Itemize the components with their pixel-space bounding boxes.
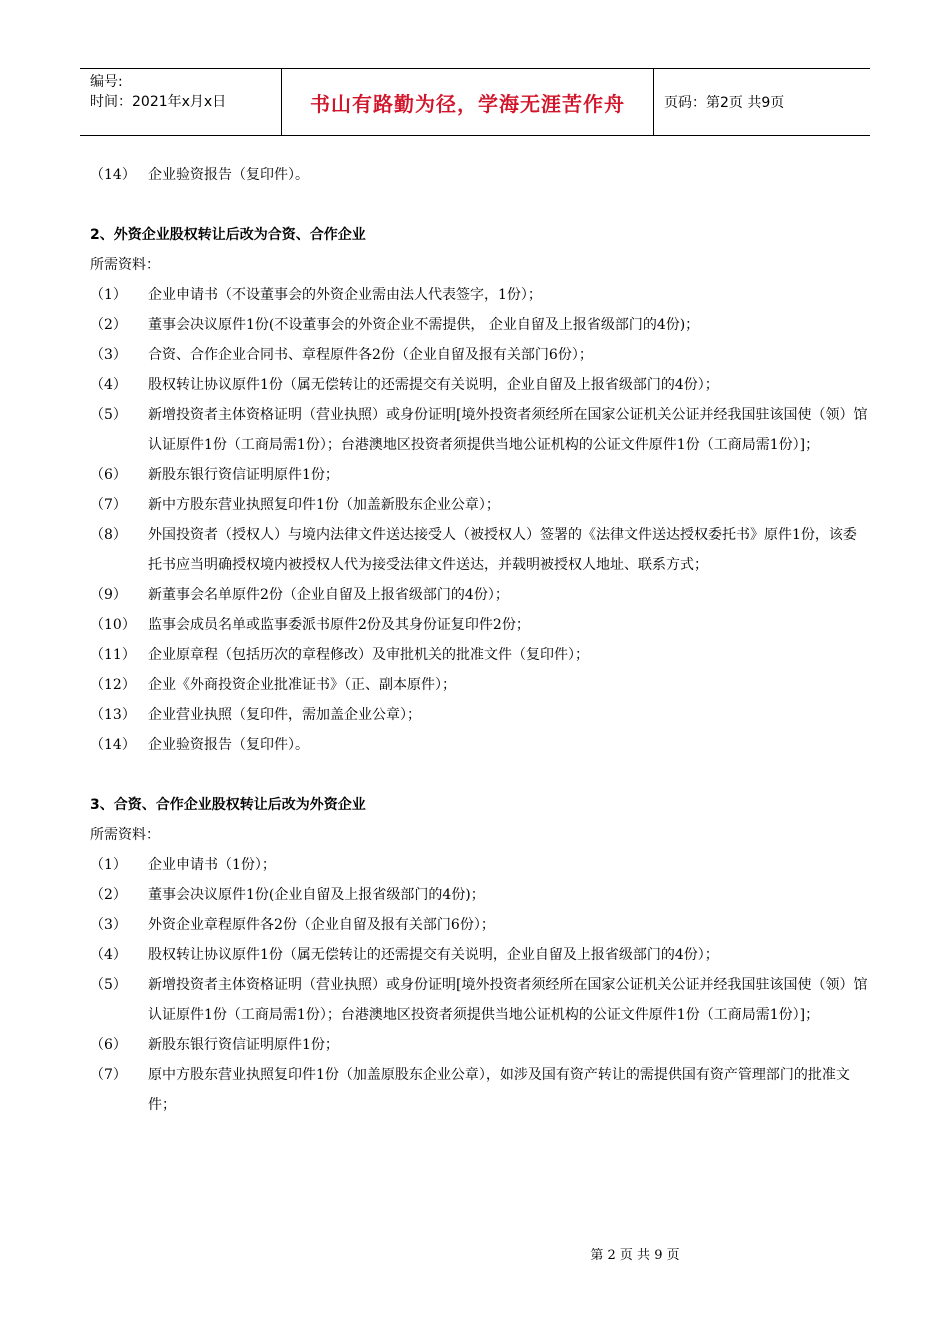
list-item xyxy=(90,910,870,940)
item-text: 企业原章程（包括历次的章程修改）及审批机关的批准文件（复印件）； xyxy=(148,647,589,663)
item-text: 新增投资者主体资格证明（营业执照）或身份证明[境外投资者须经所在国家公证机关公证并经我国驻该国使（领）馆认证原件1份（工商局需1份）；台港澳地区投资者须提供当地公证机构的公证文件原件1份（工商局需1份）]； xyxy=(148,407,868,453)
item-number: （3） xyxy=(90,347,127,363)
page-header xyxy=(80,68,870,136)
list-item xyxy=(90,1060,870,1120)
item-text: 原中方股东营业执照复印件1份（加盖原股东企业公章），如涉及国有资产转让的需提供国有资产管理部门的批准文件； xyxy=(148,1067,850,1113)
item-text: 企业验资报告（复印件）。 xyxy=(148,737,309,753)
section-title: 3、合资、合作企业股权转让后改为外资企业 xyxy=(90,797,366,813)
item-number: （11） xyxy=(90,647,136,663)
section-label: 所需资料： xyxy=(90,827,160,843)
item-number: （14） xyxy=(90,737,136,753)
item-number: （1） xyxy=(90,287,127,303)
item-number: （3） xyxy=(90,917,127,933)
list-item xyxy=(90,580,870,610)
header-meta xyxy=(80,69,282,135)
item-number: （6） xyxy=(90,467,127,483)
doc-date: 时间：2021年x月x日 xyxy=(90,94,227,110)
header-page-info: 页码：第2页 共9页 xyxy=(664,95,785,111)
item-number: （12） xyxy=(90,677,136,693)
item-text: 股权转让协议原件1份（属无偿转让的还需提交有关说明，企业自留及上报省级部门的4份）； xyxy=(148,377,719,393)
list-item xyxy=(90,520,870,580)
item-number: （7） xyxy=(90,1067,127,1083)
list-item xyxy=(90,340,870,370)
list-item xyxy=(90,970,870,1030)
item-text: 股权转让协议原件1份（属无偿转让的还需提交有关说明，企业自留及上报省级部门的4份）； xyxy=(148,947,719,963)
item-text: 董事会决议原件1份(不设董事会的外资企业不需提供， 企业自留及上报省级部门的4份)； xyxy=(148,317,700,333)
page-footer: 第 2 页 共 9 页 xyxy=(590,1248,680,1263)
list-item xyxy=(90,700,870,730)
item-number: （5） xyxy=(90,977,127,993)
item-text: 监事会成员名单或监事委派书原件2份及其身份证复印件2份； xyxy=(148,617,530,633)
item-text: 新股东银行资信证明原件1份； xyxy=(148,1037,339,1053)
list-item xyxy=(90,670,870,700)
section-label: 所需资料： xyxy=(90,257,160,273)
list-item xyxy=(90,1030,870,1060)
item-number: （1） xyxy=(90,857,127,873)
item-number: （2） xyxy=(90,317,127,333)
item-text: 新中方股东营业执照复印件1份（加盖新股东企业公章）； xyxy=(148,497,500,513)
list-item xyxy=(90,310,870,340)
list-item xyxy=(90,610,870,640)
item-number: （5） xyxy=(90,407,127,423)
item-text: 新董事会名单原件2份（企业自留及上报省级部门的4份）； xyxy=(148,587,509,603)
item-text: 外国投资者（授权人）与境内法律文件送达接受人（被授权人）签署的《法律文件送达授权委托书》原件1份，该委托书应当明确授权境内被授权人代为接受法律文件送达，并载明被授权人地址、联系方式； xyxy=(148,527,857,573)
list-item xyxy=(90,880,870,910)
document-body xyxy=(90,160,870,1120)
item-text: 外资企业章程原件各2份（企业自留及报有关部门6份）； xyxy=(148,917,495,933)
item-text: 企业申请书（不设董事会的外资企业需由法人代表签字，1份）； xyxy=(148,287,542,303)
item-number: （9） xyxy=(90,587,127,603)
item-number: （4） xyxy=(90,377,127,393)
list-item xyxy=(90,640,870,670)
item-text: 董事会决议原件1份(企业自留及上报省级部门的4份)； xyxy=(148,887,485,903)
item-text: 企业营业执照（复印件，需加盖企业公章）； xyxy=(148,707,421,723)
item-text: 合资、合作企业合同书、章程原件各2份（企业自留及报有关部门6份）； xyxy=(148,347,593,363)
list-item xyxy=(90,940,870,970)
item-number: （2） xyxy=(90,887,127,903)
item-text: 新增投资者主体资格证明（营业执照）或身份证明[境外投资者须经所在国家公证机关公证并经我国驻该国使（领）馆认证原件1份（工商局需1份）；台港澳地区投资者须提供当地公证机构的公证文件原件1份（工商局需1份）]； xyxy=(148,977,868,1023)
list-item xyxy=(90,730,870,760)
list-item xyxy=(90,850,870,880)
list-item xyxy=(90,370,870,400)
item-number: （7） xyxy=(90,497,127,513)
item-text: 企业《外商投资企业批准证书》（正、副本原件）； xyxy=(148,677,456,693)
list-item xyxy=(90,460,870,490)
section-title: 2、外资企业股权转让后改为合资、合作企业 xyxy=(90,227,366,243)
item-text: 企业申请书（1份）； xyxy=(148,857,276,873)
item-text: 企业验资报告（复印件）。 xyxy=(148,167,309,183)
item-number: （10） xyxy=(90,617,136,633)
item-number: （8） xyxy=(90,527,127,543)
list-item xyxy=(90,280,870,310)
item-text: 新股东银行资信证明原件1份； xyxy=(148,467,339,483)
item-number: （14） xyxy=(90,167,136,183)
item-number: （13） xyxy=(90,707,136,723)
item-number: （4） xyxy=(90,947,127,963)
list-item xyxy=(90,160,870,190)
header-motto: 书山有路勤为径，学海无涯苦作舟 xyxy=(282,69,654,135)
list-item xyxy=(90,400,870,460)
item-number: （6） xyxy=(90,1037,127,1053)
list-item xyxy=(90,490,870,520)
doc-id-label: 编号: xyxy=(90,74,123,90)
